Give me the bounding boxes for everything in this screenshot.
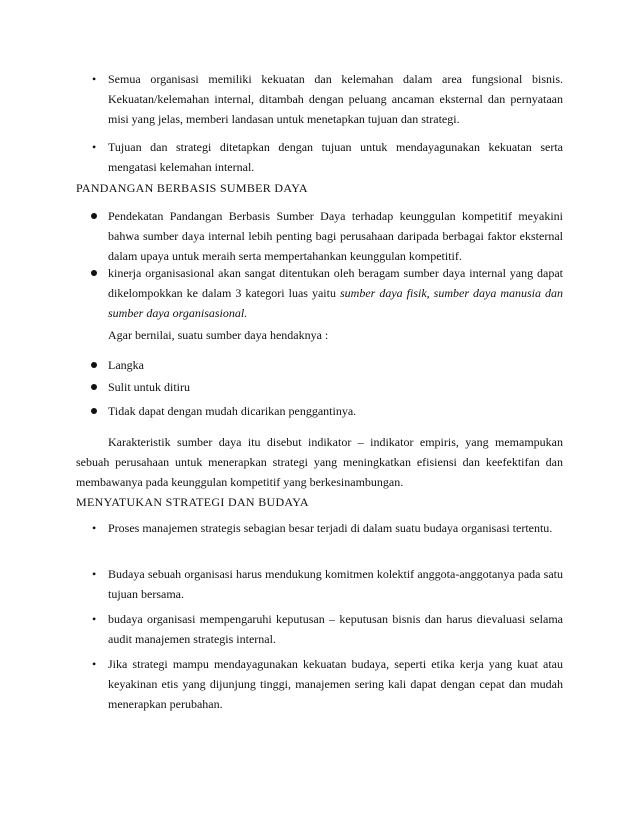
bullet-icon: • [92, 521, 97, 535]
section-heading: MENYATUKAN STRATEGI DAN BUDAYA [76, 495, 309, 509]
section-heading: PANDANGAN BERBASIS SUMBER DAYA [76, 181, 308, 195]
bullet-icon [91, 384, 97, 390]
list-item-text: Sulit untuk ditiru [108, 380, 191, 394]
bullet-icon: • [92, 72, 97, 86]
list-item-text: Tujuan dan strategi ditetapkan dengan tujuan untuk mendayagunakan kekuatan serta mengatasi kelemahan internal. [108, 140, 563, 174]
bullet-icon [91, 213, 97, 219]
list-item-text: budaya organisasi mempengaruhi keputusan – keputusan bisnis dan harus dievaluasi selama audit manajemen strategis internal. [108, 612, 563, 646]
bullet-icon: • [92, 567, 97, 581]
bullet-icon [91, 270, 97, 276]
bullet-icon [91, 362, 97, 368]
bullet-icon: • [92, 140, 97, 154]
list-item-text: Langka [108, 358, 144, 372]
list-item-text-italic: sumber daya fisik, sumber daya manusia dan sumber daya organisasional. [108, 286, 563, 320]
list-item-text [108, 263, 563, 323]
bullet-icon: • [92, 657, 97, 671]
list-item-text: Semua organisasi memiliki kekuatan dan kelemahan dalam area fungsional bisnis. Kekuatan/kelemahan internal, ditambah dengan peluang ancaman eksternal dan pernyataan misi yang jelas, memberi landasan untuk menetapkan tujuan dan strategi. [108, 72, 563, 126]
bullet-icon [91, 408, 97, 414]
list-item-text: Jika strategi mampu mendayagunakan kekuatan budaya, seperti etika kerja yang kuat atau keyakinan etis yang dijunjung tinggi, manajemen sering kali dapat dengan cepat dan mudah menerapkan perubahan. [108, 657, 563, 711]
list-item-text: Tidak dapat dengan mudah dicarikan penggantinya. [108, 404, 357, 418]
bullet-icon: • [92, 612, 97, 626]
body-paragraph: Karakteristik sumber daya itu disebut indikator – indikator empiris, yang memampukan sebuah perusahaan untuk menerapkan strategi yang meningkatkan efisiensi dan keefektifan dan membawanya pada keunggulan kompetitif yang berkesinambungan. [76, 435, 563, 489]
criteria-intro: Agar bernilai, suatu sumber daya hendaknya : [108, 328, 329, 342]
list-item-text-plain: kinerja organisasional akan sangat ditentukan oleh beragam sumber daya internal yang dapat dikelompokkan ke dalam 3 kategori luas yaitu [108, 266, 563, 300]
list-item-text: Budaya sebuah organisasi harus mendukung komitmen kolektif anggota-anggotanya pada satu tujuan bersama. [108, 567, 563, 601]
list-item-text: Pendekatan Pandangan Berbasis Sumber Daya terhadap keunggulan kompetitif meyakini bahwa sumber daya internal lebih penting bagi perusahaan daripada berbagai faktor eksternal dalam upaya untuk meraih serta mempertahankan keunggulan kompetitif. [108, 209, 563, 263]
list-item-text: Proses manajemen strategis sebagian besar terjadi di dalam suatu budaya organisasi tertentu. [108, 521, 553, 535]
